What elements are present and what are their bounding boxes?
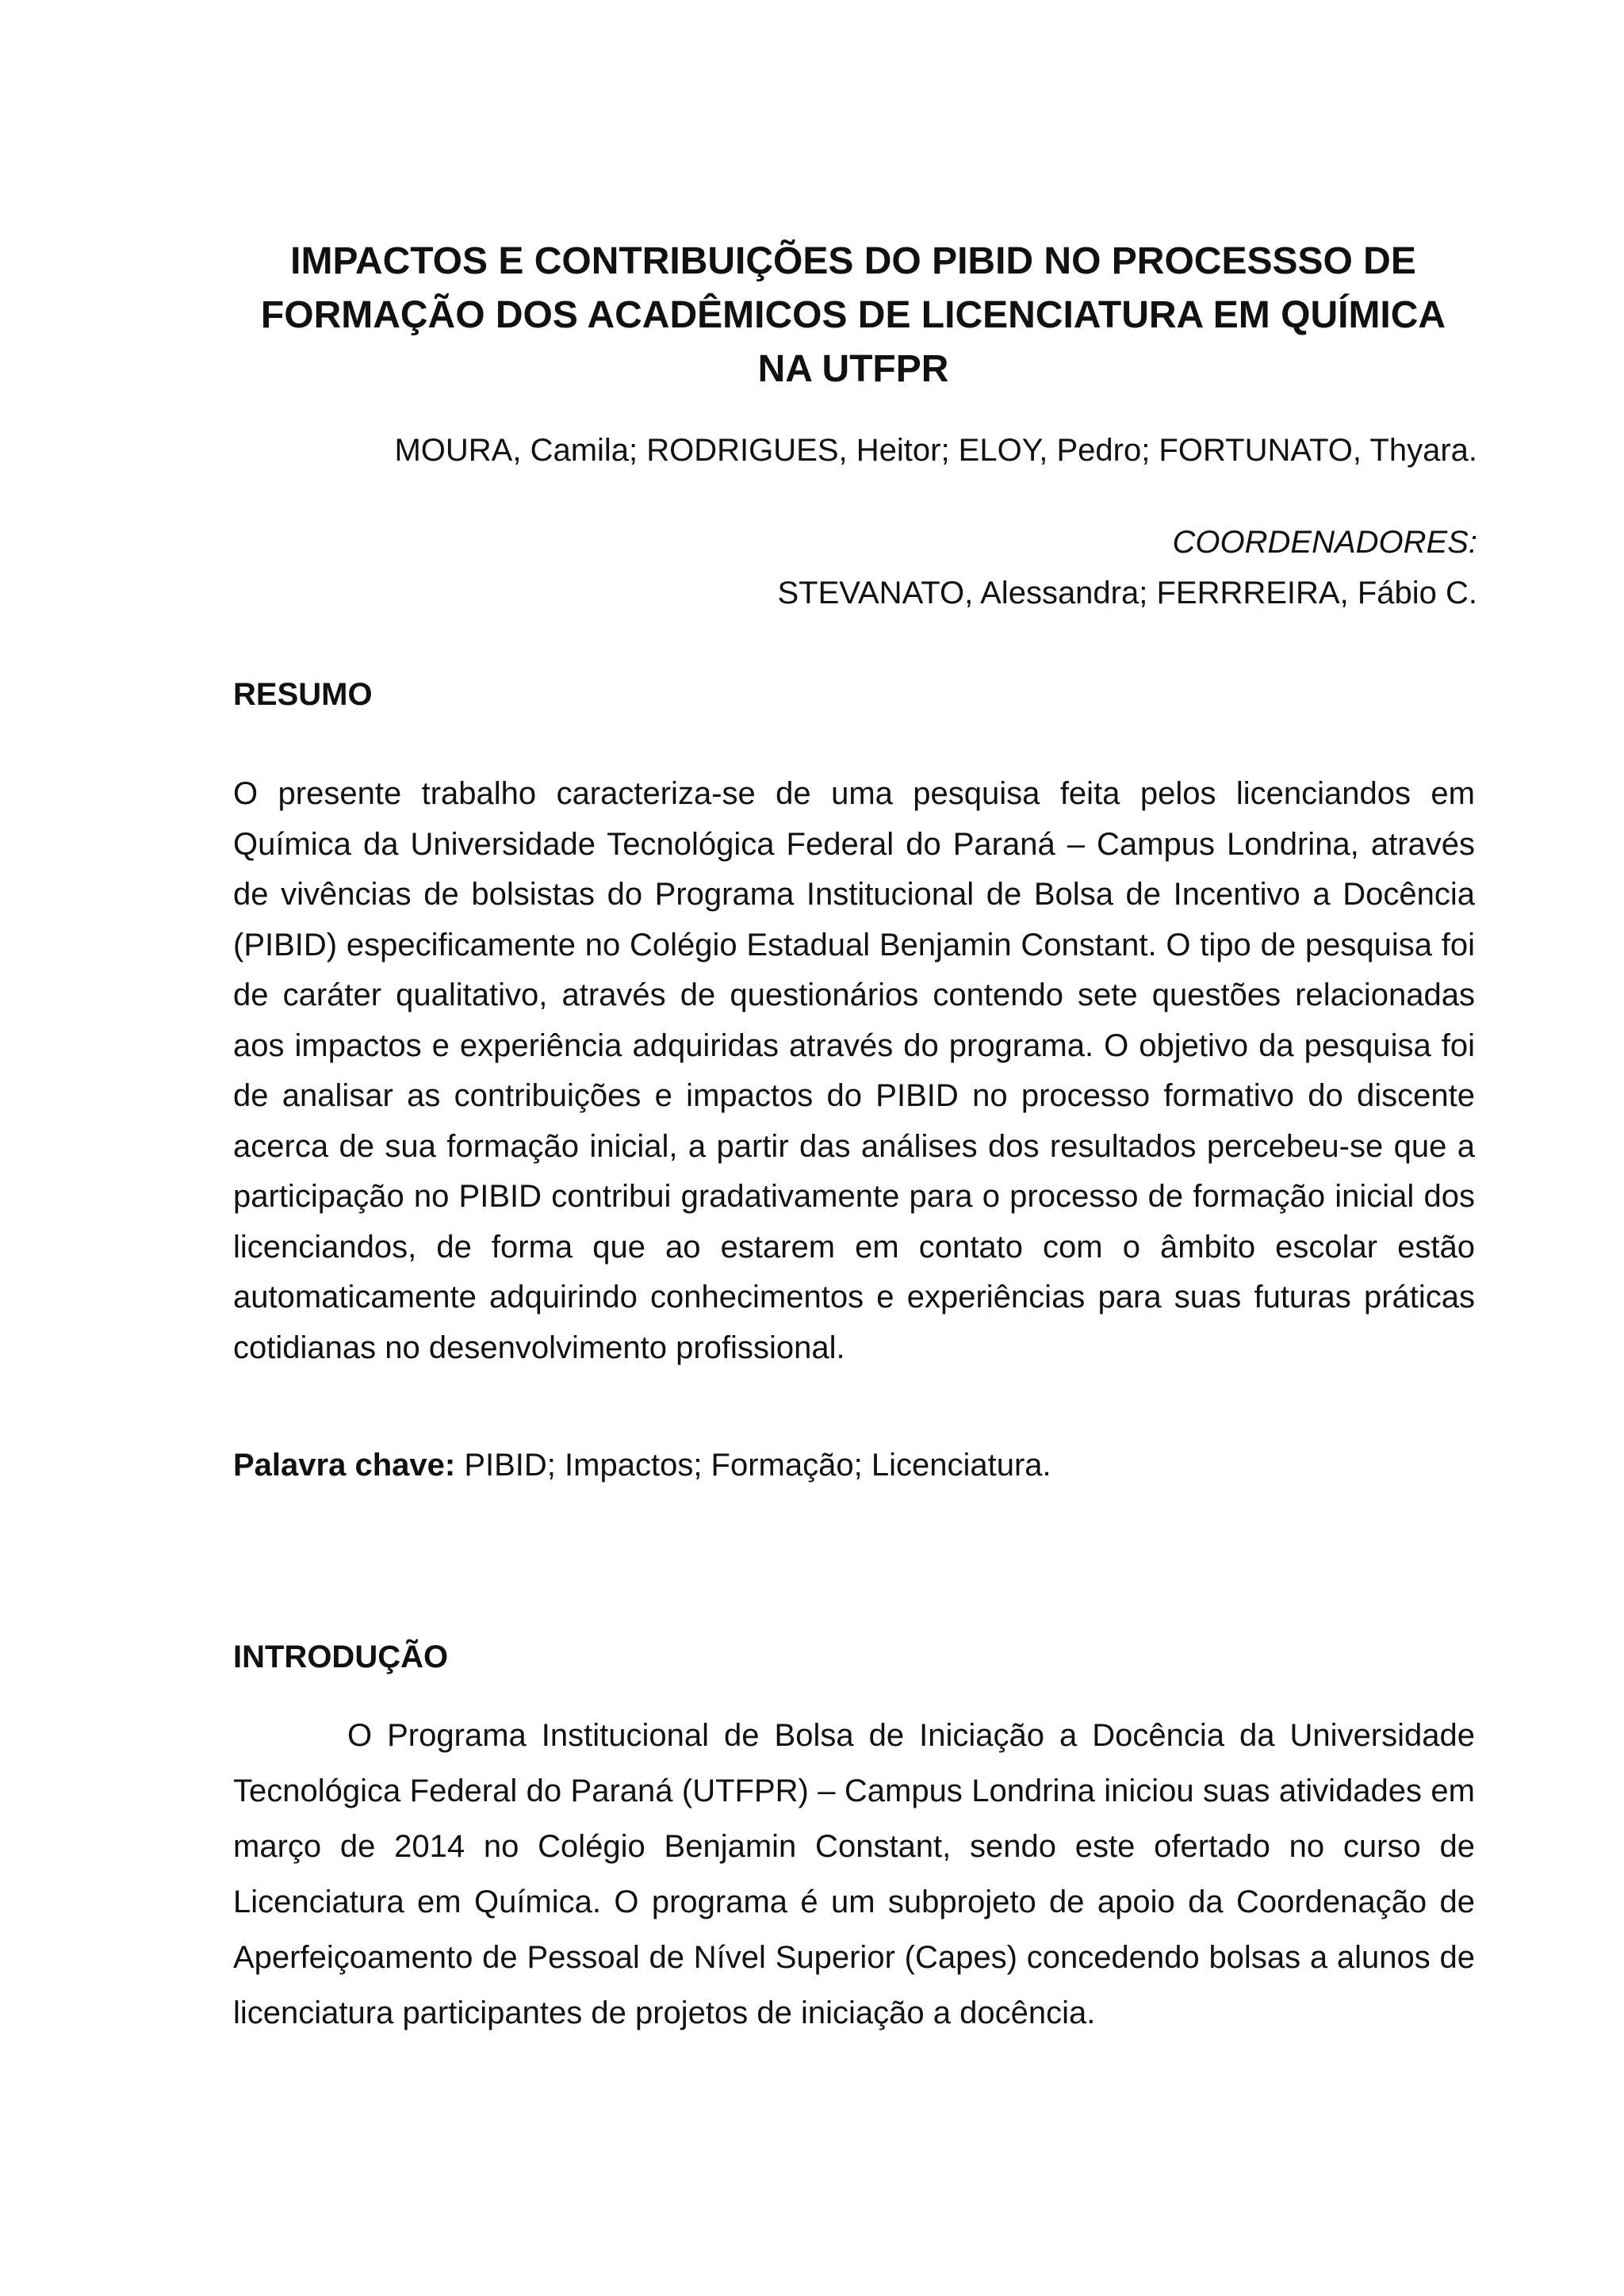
keywords-line [233,1441,1051,1489]
abstract-heading: RESUMO [233,677,373,712]
authors-line: MOURA, Camila; RODRIGUES, Heitor; ELOY, Pedro; FORTUNATO, Thyara. [394,433,1477,468]
abstract-paragraph: O presente trabalho caracteriza-se de uma pesquisa feita pelos licenciandos em Química da Universidade Tecnológica Federal do Paraná – Campus Londrina, através de vivências de bolsistas do Programa Institucional de Bolsa de Incentivo a Docência (PIBID) especificamente no Colégio Estadual Benjamin Constant. O tipo de pesquisa foi de caráter qualitativo, através de questionários contendo sete questões relacionadas aos impactos e experiência adquiridas através do programa. O objetivo da pesquisa foi de analisar as contribuições e impactos do PIBID no processo formativo do discente acerca de sua formação inicial, a partir das análises dos resultados percebeu-se que a participação no PIBID contribui gradativamente para o processo de formação inicial dos licenciandos, de forma que ao estarem em contato com o âmbito escolar estão automaticamente adquirindo conhecimentos e experiências para suas futuras práticas cotidianas no desenvolvimento profissional. [233,776,1475,1365]
keywords-list: PIBID; Impactos; Formação; Licenciatura. [464,1448,1051,1483]
document-title: IMPACTOS E CONTRIBUIÇÕES DO PIBID NO PROCESSSO DE FORMAÇÃO DOS ACADÊMICOS DE LICENCIATURA EM QUÍMICA NA UTFPR [260,240,1446,390]
coordinators-names: STEVANATO, Alessandra; FERRREIRA, Fábio C. [777,576,1477,610]
introduction-heading: INTRODUÇÃO [233,1640,449,1674]
coordinators-label: COORDENADORES: [1172,525,1477,560]
keywords-label: Palavra chave: [233,1448,456,1483]
introduction-paragraph: O Programa Institucional de Bolsa de Iniciação a Docência da Universidade Tecnológica Federal do Paraná (UTFPR) – Campus Londrina iniciou suas atividades em março de 2014 no Colégio Benjamin Constant, sendo este ofertado no curso de Licenciatura em Química. O programa é um subprojeto de apoio da Coordenação de Aperfeiçoamento de Pessoal de Nível Superior (Capes) concedendo bolsas a alunos de licenciatura participantes de projetos de iniciação a docência. [233,1718,1475,2030]
